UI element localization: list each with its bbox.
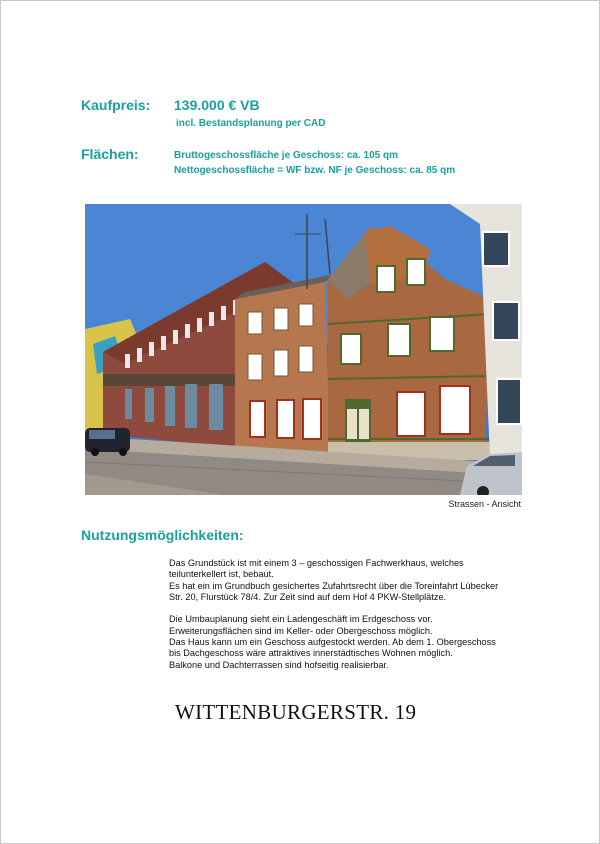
price-label: Kaufpreis: [81,97,151,113]
areas-label: Flächen: [81,146,139,162]
usage-line: Das Haus kann um ein Geschoss aufgestockt werden. Ab dem 1. Obergeschoss [169,637,496,648]
usage-title: Nutzungsmöglichkeiten: [81,527,244,543]
usage-paragraph-1 [169,558,549,603]
usage-line: Es hat ein im Grundbuch gesichertes Zufahrtsrecht über die Toreinfahrt Lübecker [169,580,499,591]
usage-line: Das Grundstück ist mit einem 3 – geschossigen Fachwerkhaus, welches [169,558,464,568]
street-view-photo [85,204,522,495]
usage-line: Erweiterungsflächen sind im Keller- oder Obergeschoss möglich. [169,625,433,636]
usage-description [169,558,549,682]
net-area: Nettogeschossfläche = WF bzw. NF je Geschoss: ca. 85 qm [174,165,456,176]
price-value: 139.000 € VB [174,97,260,113]
usage-paragraph-2 [169,614,549,670]
photo-caption: Strassen - Ansicht [448,499,521,509]
usage-line: Die Umbauplanung sieht ein Ladengeschäft im Erdgeschoss vor. [169,614,433,625]
usage-line: Balkone und Dachterrassen sind hofseitig realisierbar. [169,659,389,670]
property-address: WITTENBURGERSTR. 19 [175,700,417,724]
gross-area: Bruttogeschossfläche je Geschoss: ca. 105 qm [174,150,398,161]
usage-line: teilunterkellert ist, bebaut. [169,569,274,580]
usage-line: bis Dachgeschoss wäre attraktives innerstädtisches Wohnen möglich. [169,648,453,659]
price-note: incl. Bestandsplanung per CAD [176,118,326,129]
usage-line: Str. 20, Flurstück 78/4. Zur Zeit sind auf dem Hof 4 PKW-Stellplätze. [169,591,447,602]
